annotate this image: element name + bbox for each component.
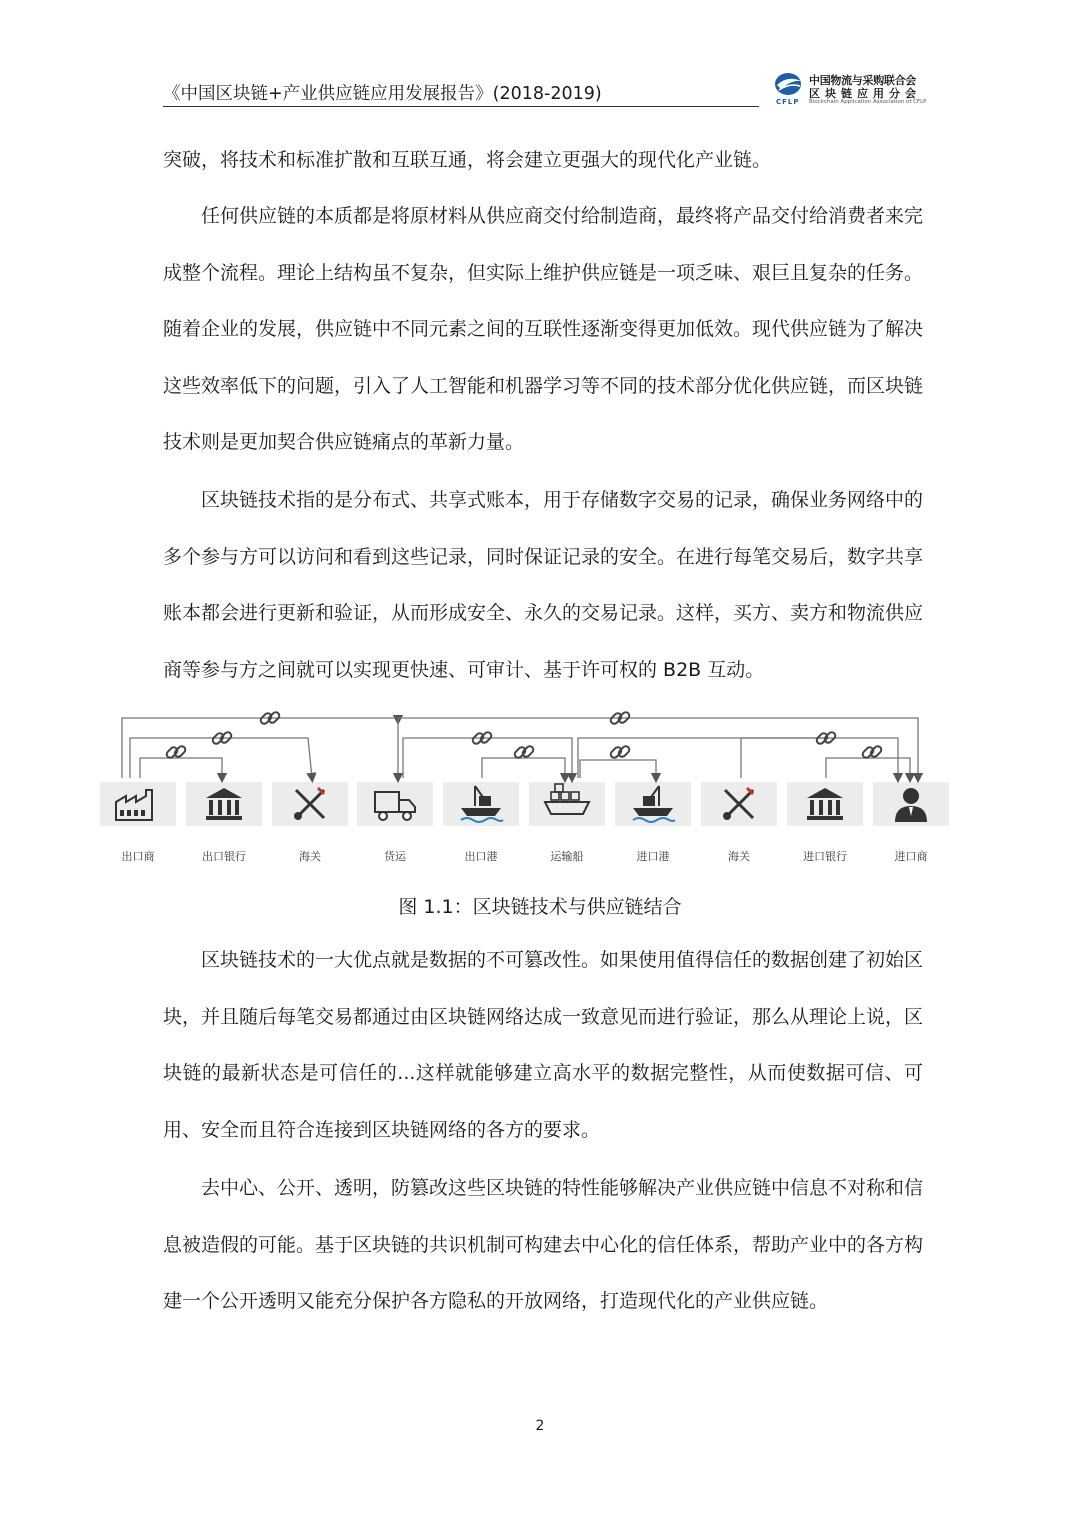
logo-name-en: Blockchain Application Association of CFLP — [809, 99, 927, 105]
chain-link-icon — [815, 731, 836, 745]
chain-link-icon — [211, 731, 232, 745]
chain-link-icon — [861, 745, 882, 759]
link-ship-import-port — [580, 760, 656, 778]
chain-link-icon — [165, 745, 186, 759]
link-exporter-freight — [122, 718, 398, 778]
node-label-export-port: 出口港 — [464, 850, 498, 863]
paragraph-4: 区块链技术的一大优点就是数据的不可篡改性。如果使用值得信任的数据创建了初始区块，并且随后每笔交易都通过由区块链网络达成一致意见而进行验证，那么从理论上说，区块链的最新状态是可信任的...这样就能够建立高水平的数据完整性，从而使数据可信、可用、安全而且符合连接到区块链网络的各方的要求。 — [163, 949, 924, 1141]
logo-abbr: CFLP — [776, 98, 800, 106]
tile-freight — [357, 782, 433, 826]
node-label-freight: 货运 — [384, 850, 406, 863]
paragraph-5: 去中心、公开、透明，防篡改这些区块链的特性能够解决产业供应链中信息不对称和信息被造假的可能。基于区块链的共识机制可构建去中心化的信任体系，帮助产业中的各方构建一个公开透明又能充分保护各方隐私的开放网络，打造现代化的产业供应链。 — [163, 1177, 924, 1312]
chain-link-icon — [513, 745, 534, 759]
page-number: 2 — [535, 1418, 545, 1434]
report-title: 《中国区块链+产业供应链应用发展报告》(2018-2019) — [163, 84, 602, 104]
globe-logo-icon — [773, 71, 805, 97]
chain-link-icon — [259, 711, 280, 725]
link-customs2 — [741, 738, 828, 778]
paragraph-2: 任何供应链的本质都是将原材料从供应商交付给制造商，最终将产品交付给消费者来完成整个流程。理论上结构虽不复杂，但实际上维护供应链是一项乏味、艰巨且复杂的任务。随着企业的发展，供应链中不同元素之间的互联性逐渐变得更加低效。现代供应链为了解决这些效率低下的问题，引入了人工智能和机器学习等不同的技术部分优化供应链，而区块链技术则是更加契合供应链痛点的革新力量。 — [163, 205, 924, 453]
logo-name-line1: 中国物流与采购联合会 — [809, 74, 916, 87]
node-label-customs-1: 海关 — [299, 850, 321, 863]
node-label-customs-2: 海关 — [728, 850, 750, 863]
node-label-cargo-ship: 运输船 — [550, 850, 584, 863]
chain-link-icon — [471, 731, 492, 745]
tile-cargo-ship — [529, 782, 605, 826]
chain-link-icon — [609, 711, 630, 725]
header-rule — [163, 106, 759, 107]
figure-caption: 图 1.1：区块链技术与供应链结合 — [398, 896, 682, 918]
blockchain-supply-chain-diagram — [98, 700, 958, 870]
diagram-canvas — [98, 700, 958, 870]
node-label-import-bank: 进口银行 — [803, 850, 847, 863]
node-label-exporter: 出口商 — [121, 850, 155, 863]
chain-link-icon — [609, 745, 630, 759]
page-header — [163, 68, 927, 110]
cflp-logo — [773, 68, 927, 108]
node-label-import-port: 进口港 — [636, 850, 670, 863]
link-exporter-bank — [140, 758, 222, 778]
link-port-ship — [482, 758, 565, 778]
logo-name-line2: 区块链应用分会 — [809, 87, 921, 100]
node-label-export-bank: 出口银行 — [202, 850, 246, 863]
paragraph-1: 突破，将技术和标准扩散和互联互通，将会建立更强大的现代化产业链。 — [163, 149, 772, 171]
node-label-importer: 进口商 — [894, 850, 928, 863]
paragraph-3: 区块链技术指的是分布式、共享式账本，用于存储数字交易的记录，确保业务网络中的多个参与方可以访问和看到这些记录，同时保证记录的安全。在进行每笔交易后，数字共享账本都会进行更新和验证，从而形成安全、永久的交易记录。这样，买方、卖方和物流供应商等参与方之间就可以实现更快速、可审计、基于许可权的 B2B 互动。 — [163, 489, 924, 681]
link-top-importer — [398, 718, 918, 778]
